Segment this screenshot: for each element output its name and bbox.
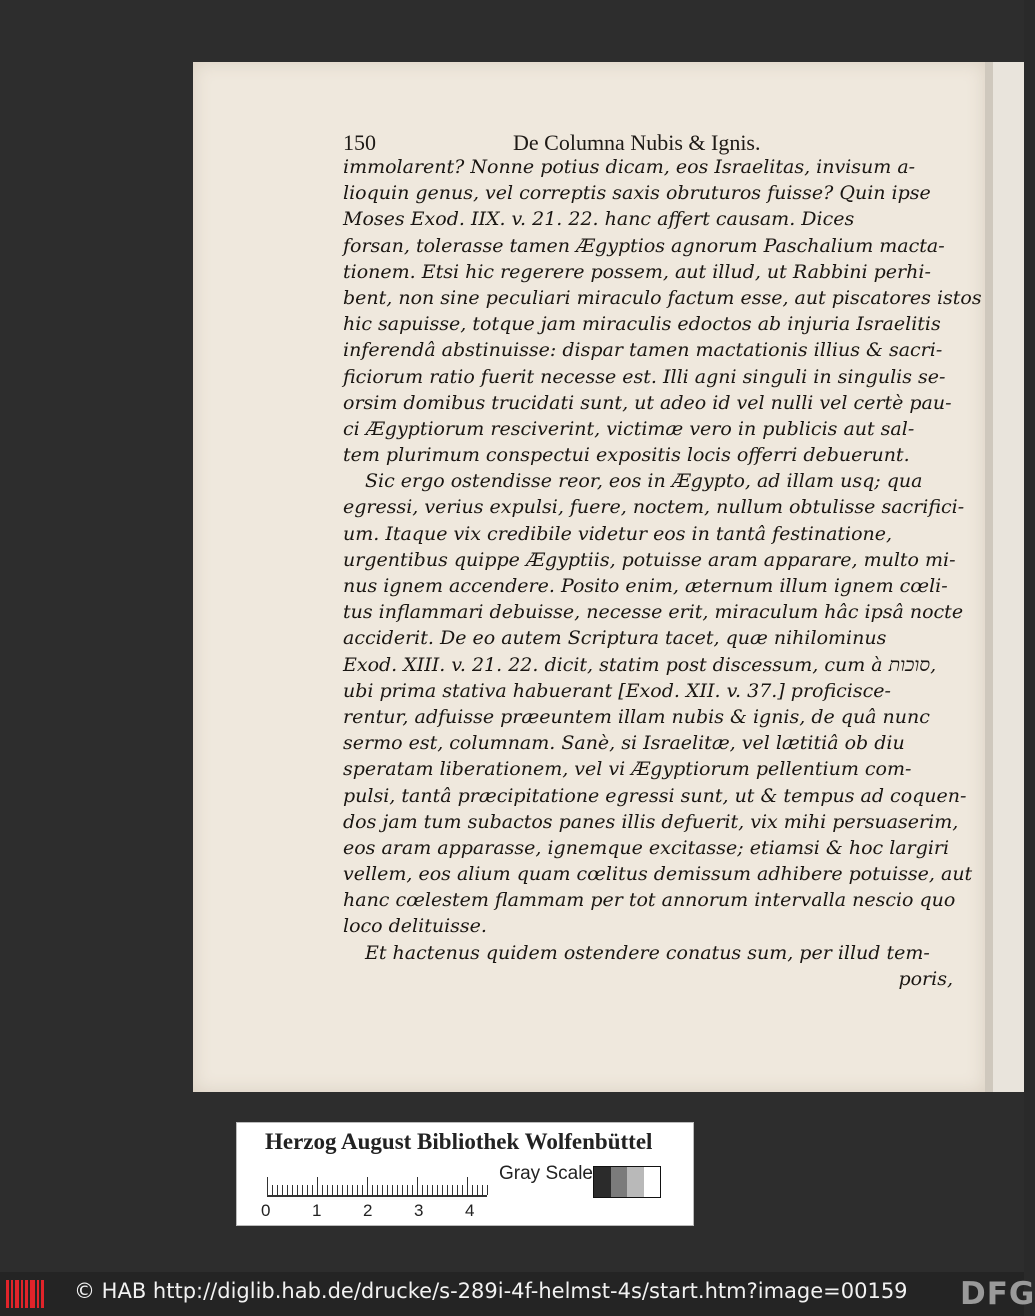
ruler-tick bbox=[327, 1185, 328, 1195]
text-line: tus inflammari debuisse, necesse erit, miraculum hâc ipsâ nocte bbox=[343, 601, 964, 624]
text-line: Exod. XIII. v. 21. 22. dicit, statim post discessum, cum à סוכות, bbox=[343, 653, 937, 676]
text-line: speratam liberationem, vel vi Ægyptiorum pellentium com- bbox=[343, 758, 912, 781]
ruler-tick bbox=[297, 1185, 298, 1195]
ruler-tick bbox=[342, 1185, 343, 1195]
ruler-tick bbox=[322, 1185, 323, 1195]
ruler-tick bbox=[422, 1185, 423, 1195]
barcode-bar bbox=[25, 1280, 28, 1308]
text-line: orsim domibus trucidati sunt, ut adeo id vel nulli vel certè pau- bbox=[343, 391, 952, 414]
page-gutter bbox=[985, 62, 993, 1092]
text-line: immolarent? Nonne potius dicam, eos Israelitas, invisum a- bbox=[343, 156, 916, 178]
ruler-tick bbox=[437, 1185, 438, 1195]
ruler-tick bbox=[372, 1185, 373, 1195]
ruler-tick bbox=[337, 1185, 338, 1195]
book-page bbox=[193, 62, 985, 1092]
ruler-number: 0 bbox=[261, 1201, 271, 1220]
ruler-tick bbox=[472, 1185, 473, 1195]
ruler-tick bbox=[467, 1177, 468, 1195]
ruler-tick bbox=[347, 1185, 348, 1195]
ruler-tick bbox=[357, 1185, 358, 1195]
text-line: urgentibus quippe Ægyptiis, potuisse aram apparare, multo mi- bbox=[343, 548, 956, 571]
text-line: acciderit. De eo autem Scriptura tacet, quæ nihilominus bbox=[343, 627, 887, 650]
ruler-tick bbox=[312, 1185, 313, 1195]
scale-ruler bbox=[267, 1171, 487, 1197]
page-number: 150 bbox=[343, 130, 376, 155]
ruler-tick bbox=[402, 1185, 403, 1195]
ruler-tick bbox=[427, 1185, 428, 1195]
ruler-tick bbox=[367, 1177, 368, 1195]
text-line: ficiorum ratio fuerit necesse est. Illi agni singuli in singulis se- bbox=[343, 365, 946, 388]
gray-swatch-cell bbox=[611, 1167, 628, 1197]
text-line: pulsi, tantâ præcipitatione egressi sunt, ut & tempus ad coquen- bbox=[343, 784, 967, 807]
ruler-tick bbox=[407, 1185, 408, 1195]
gray-swatch-cell bbox=[627, 1167, 644, 1197]
ruler-tick bbox=[482, 1185, 483, 1195]
text-line: um. Itaque vix credibile videtur eos in tantâ festinatione, bbox=[343, 522, 893, 545]
ruler-tick bbox=[352, 1185, 353, 1195]
text-line: nus ignem accendere. Posito enim, æternum illum ignem cœli- bbox=[343, 575, 948, 597]
gray-swatch-cell bbox=[644, 1167, 661, 1197]
ruler-tick bbox=[397, 1185, 398, 1195]
text-line: eos aram apparasse, ignemque excitasse; etiamsi & hoc largiri bbox=[343, 836, 950, 859]
ruler-tick bbox=[317, 1177, 318, 1195]
text-line: bent, non sine peculiari miraculo factum esse, aut piscatores istos bbox=[343, 286, 982, 309]
ruler-tick bbox=[382, 1185, 383, 1195]
ruler-tick bbox=[417, 1177, 418, 1195]
text-line: hic sapuisse, totque jam miraculis edoctos ab injuria Israelitis bbox=[343, 313, 941, 336]
ruler-tick bbox=[282, 1185, 283, 1195]
text-line: sermo est, columnam. Sanè, si Israelitæ, vel lætitiâ ob diu bbox=[343, 732, 905, 755]
ruler-tick bbox=[302, 1185, 303, 1195]
ruler-tick bbox=[307, 1185, 308, 1195]
ruler-tick bbox=[287, 1185, 288, 1195]
ruler-tick bbox=[447, 1185, 448, 1195]
library-label-card bbox=[236, 1122, 694, 1226]
text-line: tionem. Etsi hic regerere possem, aut illud, ut Rabbini perhi- bbox=[343, 260, 931, 283]
ruler-number: 2 bbox=[363, 1201, 373, 1220]
ruler-tick bbox=[412, 1185, 413, 1195]
text-line: rentur, adfuisse præeuntem illam nubis & ignis, de quâ nunc bbox=[343, 705, 930, 728]
text-line: loco delituisse. bbox=[343, 915, 487, 938]
ruler-tick bbox=[277, 1185, 278, 1195]
ruler-number: 3 bbox=[414, 1201, 424, 1220]
ruler-tick bbox=[292, 1185, 293, 1195]
ruler-tick bbox=[272, 1185, 273, 1195]
ruler-baseline bbox=[267, 1195, 487, 1197]
ruler-tick bbox=[377, 1185, 378, 1195]
dfg-logo: DFG bbox=[960, 1276, 1035, 1312]
barcode-bar bbox=[15, 1280, 19, 1308]
body-text bbox=[343, 154, 982, 992]
barcode-bar bbox=[11, 1280, 13, 1308]
ruler-number: 4 bbox=[465, 1201, 475, 1220]
barcode-bar bbox=[41, 1280, 44, 1308]
ruler-tick bbox=[487, 1185, 488, 1195]
text-line: Et hactenus quidem ostendere conatus sum, per illud tem- bbox=[365, 941, 930, 964]
gray-scale-label: Gray Scale bbox=[499, 1163, 593, 1184]
text-line: lioquin genus, vel correptis saxis obruturos fuisse? Quin ipse bbox=[343, 182, 931, 205]
ruler-tick bbox=[432, 1185, 433, 1195]
barcode-icon bbox=[6, 1280, 46, 1308]
ruler-tick bbox=[392, 1185, 393, 1195]
text-line: ci Ægyptiorum resciverint, victimæ vero in publicis aut sal- bbox=[343, 417, 915, 440]
text-line: ubi prima stativa habuerant [Exod. XII. v. 37.] proficisce- bbox=[343, 679, 891, 702]
viewer-footer bbox=[0, 1272, 1035, 1316]
ruler-tick bbox=[387, 1185, 388, 1195]
text-line: tem plurimum conspectui expositis locis offerri debuerunt. bbox=[343, 444, 910, 467]
facing-page-edge bbox=[985, 62, 1024, 1092]
ruler-tick bbox=[462, 1185, 463, 1195]
ruler-tick bbox=[362, 1185, 363, 1195]
ruler-numbers bbox=[261, 1201, 501, 1223]
text-line: forsan, tolerasse tamen Ægyptios agnorum Paschalium macta- bbox=[343, 234, 945, 257]
gray-swatch-cell bbox=[594, 1167, 611, 1197]
text-line: hanc cœlestem flammam per tot annorum intervalla nescio quo bbox=[343, 889, 956, 912]
library-name: Herzog August Bibliothek Wolfenbüttel bbox=[265, 1129, 653, 1154]
text-line: Moses Exod. IIX. v. 21. 22. hanc affert causam. Dices bbox=[343, 208, 855, 231]
ruler-tick bbox=[452, 1185, 453, 1195]
text-line: poris, bbox=[898, 967, 953, 990]
ruler-tick bbox=[267, 1177, 268, 1195]
ruler-tick bbox=[442, 1185, 443, 1195]
text-line: inferendâ abstinuisse: dispar tamen mactationis illius & sacri- bbox=[343, 339, 943, 362]
ruler-number: 1 bbox=[312, 1201, 322, 1220]
barcode-bar bbox=[37, 1280, 39, 1308]
barcode-bar bbox=[30, 1280, 35, 1308]
gray-scale-swatch bbox=[593, 1166, 661, 1198]
running-title: De Columna Nubis & Ignis. bbox=[513, 130, 761, 155]
text-line: egressi, verius expulsi, fuere, noctem, nullum obtulisse sacrifici- bbox=[343, 496, 965, 519]
barcode-bar bbox=[6, 1280, 9, 1308]
text-line: dos jam tum subactos panes illis defuerit, vix mihi persuaserim, bbox=[343, 810, 959, 833]
ruler-tick bbox=[477, 1185, 478, 1195]
barcode-bar bbox=[21, 1280, 23, 1308]
source-url: © HAB http://diglib.hab.de/drucke/s-289i-4f-helmst-4s/start.htm?image=00159 bbox=[74, 1279, 908, 1303]
text-line: vellem, eos alium quam cœlitus demissum adhibere potuisse, aut bbox=[343, 863, 973, 886]
ruler-tick bbox=[457, 1185, 458, 1195]
text-line: Sic ergo ostendisse reor, eos in Ægypto, ad illam usq; qua bbox=[365, 470, 923, 493]
ruler-tick bbox=[332, 1185, 333, 1195]
